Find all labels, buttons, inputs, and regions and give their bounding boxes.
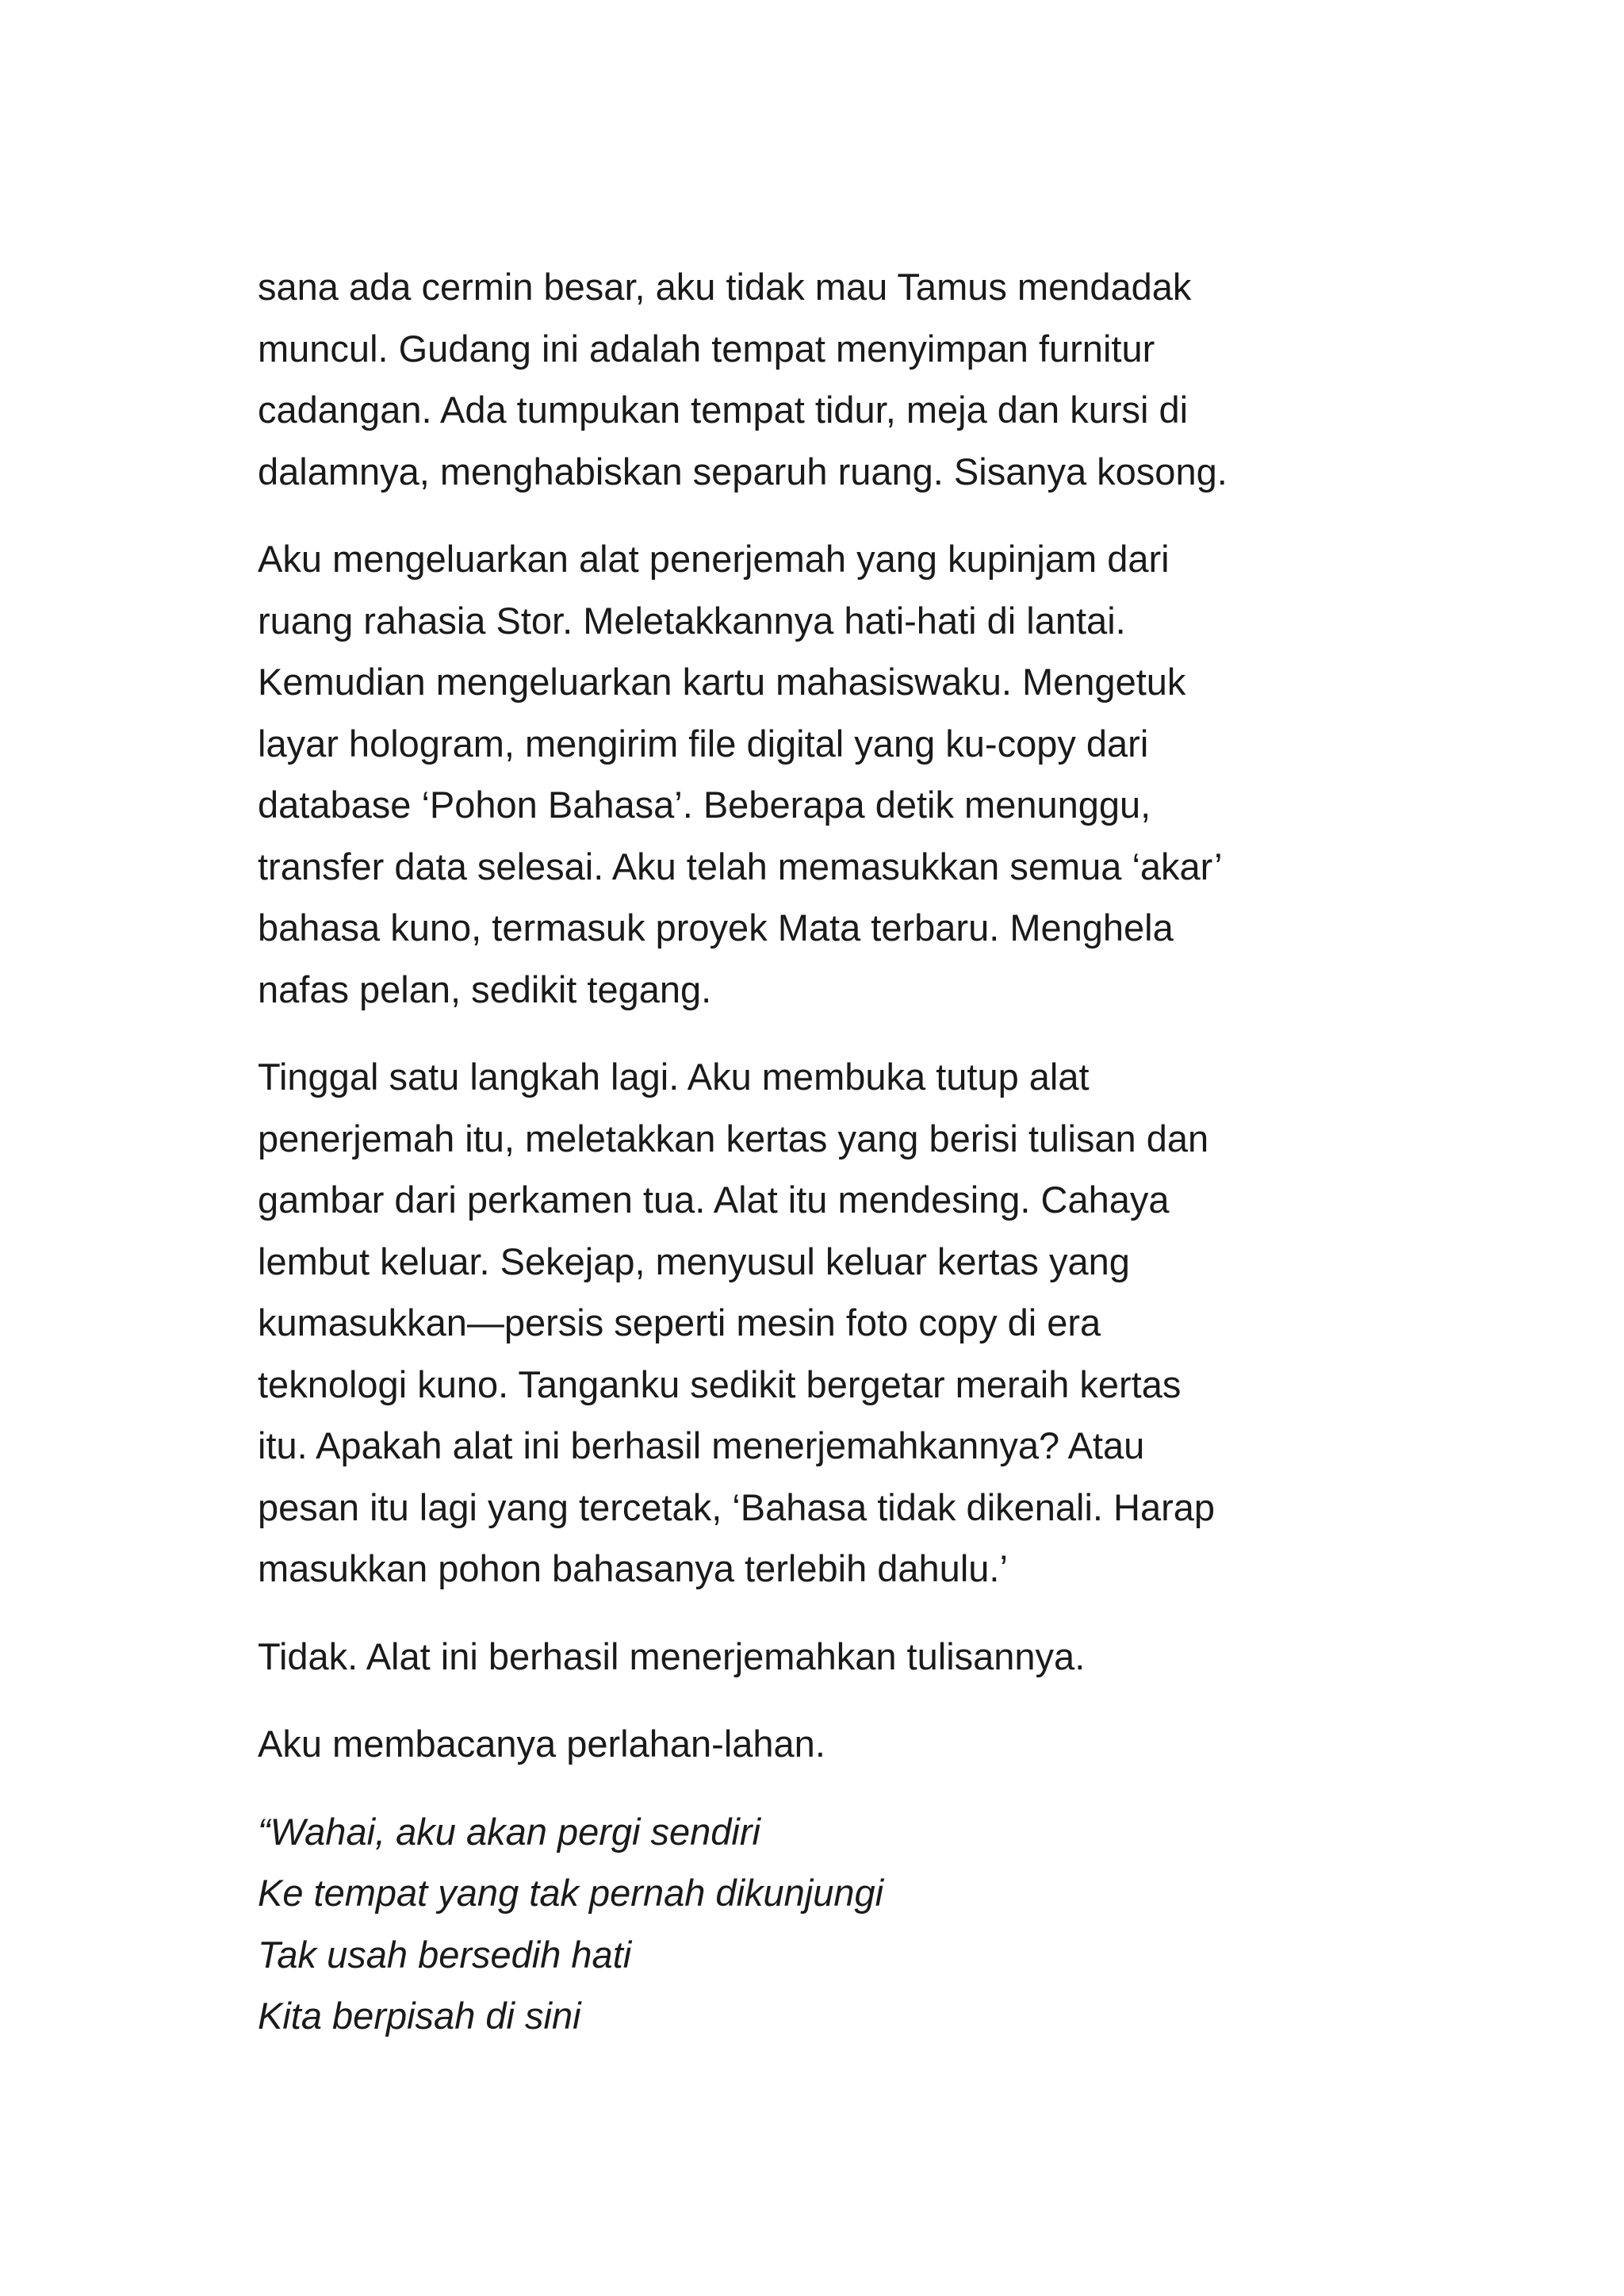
text-line: masukkan pohon bahasanya terlebih dahulu.’ <box>258 1547 1008 1589</box>
text-line: sana ada cermin besar, aku tidak mau Tamus mendadak <box>258 266 1192 308</box>
poem-line: Ke tempat yang tak pernah dikunjungi <box>258 1872 884 1914</box>
text-line: kumasukkan—persis seperti mesin foto copy di era <box>258 1301 1101 1343</box>
text-line: ruang rahasia Stor. Meletakkannya hati-hati di lantai. <box>258 599 1126 642</box>
text-line: bahasa kuno, termasuk proyek Mata terbaru. Menghela <box>258 907 1174 949</box>
text-line: Aku membacanya perlahan-lahan. <box>258 1723 825 1765</box>
text-line: gambar dari perkamen tua. Alat itu mendesing. Cahaya <box>258 1179 1170 1221</box>
poem-line: “Wahai, aku akan pergi sendiri <box>258 1810 760 1853</box>
text-line: muncul. Gudang ini adalah tempat menyimpan furnitur <box>258 327 1155 370</box>
poem-stanza <box>258 1801 1384 2047</box>
paragraph-5 <box>258 1713 1384 1775</box>
text-line: layar hologram, mengirim file digital yang ku-copy dari <box>258 722 1149 765</box>
text-line: transfer data selesai. Aku telah memasukkan semua ‘akar’ <box>258 845 1223 887</box>
text-line: Aku mengeluarkan alat penerjemah yang kupinjam dari <box>258 538 1170 580</box>
poem-line: Tak usah bersedih hati <box>258 1933 632 1976</box>
paragraph-2 <box>258 528 1384 1020</box>
text-line: lembut keluar. Sekejap, menyusul keluar kertas yang <box>258 1240 1130 1282</box>
text-line: pesan itu lagi yang tercetak, ‘Bahasa tidak dikenali. Harap <box>258 1485 1216 1528</box>
poem-line: Kita berpisah di sini <box>258 1995 581 2037</box>
text-line: Tinggal satu langkah lagi. Aku membuka tutup alat <box>258 1056 1090 1098</box>
paragraph-1 <box>258 256 1384 502</box>
text-line: Tidak. Alat ini berhasil menerjemahkan tulisannya. <box>258 1635 1086 1677</box>
text-line: nafas pelan, sedikit tegang. <box>258 968 712 1010</box>
page-body <box>258 256 1384 2073</box>
text-line: dalamnya, menghabiskan separuh ruang. Sisanya kosong. <box>258 450 1228 493</box>
text-line: cadangan. Ada tumpukan tempat tidur, meja dan kursi di <box>258 389 1189 431</box>
text-line: penerjemah itu, meletakkan kertas yang berisi tulisan dan <box>258 1117 1209 1159</box>
paragraph-4 <box>258 1626 1384 1688</box>
text-line: Kemudian mengeluarkan kartu mahasiswaku. Mengetuk <box>258 661 1186 703</box>
text-line: database ‘Pohon Bahasa’. Beberapa detik menunggu, <box>258 784 1151 826</box>
paragraph-3 <box>258 1046 1384 1600</box>
text-line: teknologi kuno. Tanganku sedikit bergetar meraih kertas <box>258 1363 1182 1405</box>
text-line: itu. Apakah alat ini berhasil menerjemahkannya? Atau <box>258 1424 1145 1466</box>
